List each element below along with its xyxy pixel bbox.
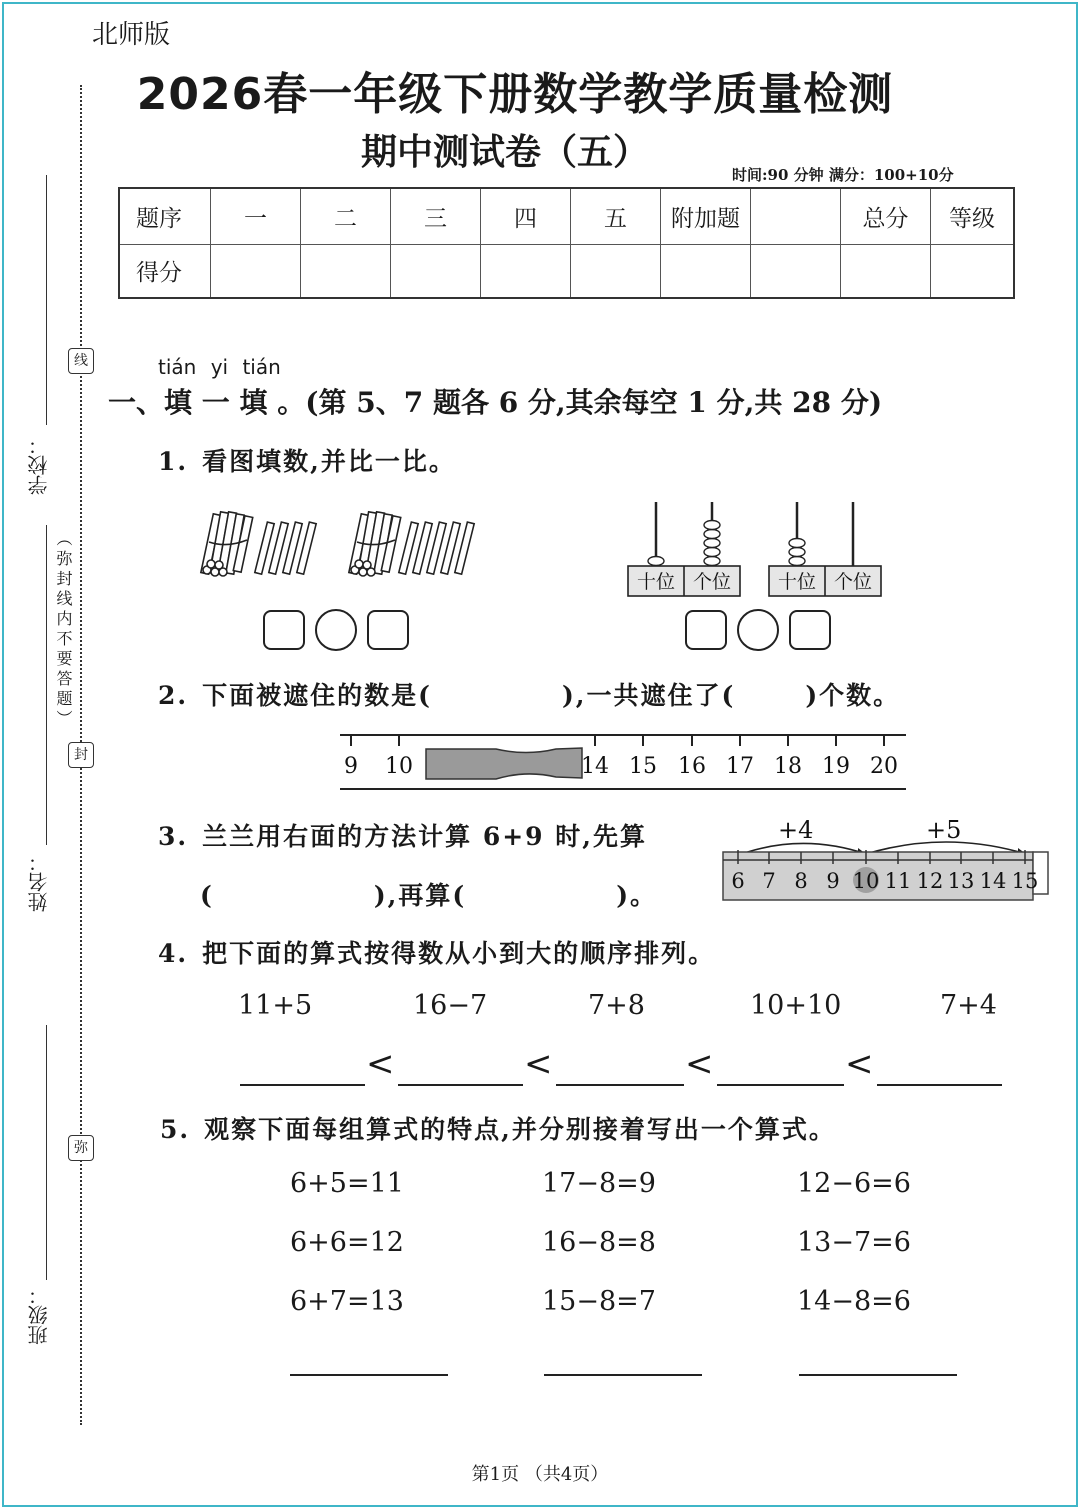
question-text: 下面被遮住的数是(: [202, 681, 432, 710]
less-than-sign: <: [845, 1044, 874, 1084]
abacus-label: 十位: [636, 571, 676, 593]
score-cell[interactable]: [931, 244, 1015, 298]
ruler-label: 7: [762, 869, 776, 893]
jump-label: +4: [778, 816, 814, 844]
equation: 17−8=9: [542, 1168, 656, 1199]
seal-mark-seal: 封: [68, 742, 94, 768]
question-5: [160, 1110, 836, 1146]
jump-label: +5: [926, 816, 962, 844]
question-number: 2.: [158, 681, 189, 710]
number-line-figure: [336, 728, 910, 794]
score-header-cell: [751, 188, 841, 244]
name-label: 姓名：: [27, 852, 51, 912]
equation: 12−6=6: [797, 1168, 911, 1199]
expression: 7+8: [588, 990, 645, 1021]
question-2: 2. 下面被遮住的数是( ),一共遮住了( )个数。: [158, 681, 901, 710]
seal-note: （弥封线内不要答题）: [54, 530, 73, 730]
ruler-label: 13: [947, 869, 975, 893]
score-header-cell: 二: [301, 188, 391, 244]
tick-label: 10: [385, 754, 413, 779]
loose-sticks-5: [399, 522, 474, 574]
question-number: 4.: [158, 939, 189, 968]
ruler-label: 11: [884, 869, 912, 893]
score-cell[interactable]: [571, 244, 661, 298]
score-cell[interactable]: [661, 244, 751, 298]
equation: 14−8=6: [797, 1286, 911, 1317]
school-label: 学校：: [27, 435, 51, 495]
compare-circle[interactable]: [737, 609, 779, 651]
abacus-beads: [648, 521, 805, 566]
score-cell[interactable]: [841, 244, 931, 298]
score-header-cell: 等级: [931, 188, 1015, 244]
score-cell[interactable]: [481, 244, 571, 298]
section-pinyin: tián yi tián: [158, 355, 281, 379]
school-write-line: [46, 175, 47, 425]
expression: 10+10: [750, 990, 842, 1021]
tick-label: 19: [822, 754, 850, 779]
less-than-sign: <: [366, 1044, 395, 1084]
question-number: 1.: [158, 447, 189, 476]
score-header-cell: 四: [481, 188, 571, 244]
order-blank[interactable]: [877, 1082, 1002, 1086]
score-header-cell: 附加题: [661, 188, 751, 244]
ruler-label: 6: [731, 869, 745, 893]
abacus-label: 十位: [777, 571, 817, 593]
question-4: [158, 934, 715, 970]
question-number: 5.: [160, 1115, 191, 1144]
next-equation-blank[interactable]: [544, 1372, 702, 1376]
score-header-cell: 题序: [119, 188, 211, 244]
question-text: 观察下面每组算式的特点,并分别接着写出一个算式。: [204, 1115, 836, 1144]
order-blank[interactable]: [240, 1082, 365, 1086]
loose-sticks-4: [255, 522, 316, 574]
cover-strip: [426, 748, 582, 779]
less-than-sign: <: [524, 1044, 553, 1084]
ruler-label: 14: [979, 869, 1007, 893]
tick-label: 14: [581, 754, 609, 779]
question-text: 把下面的算式按得数从小到大的顺序排列。: [202, 939, 716, 968]
ruler-label: 10: [852, 869, 880, 893]
score-header-cell: 总分: [841, 188, 931, 244]
next-equation-blank[interactable]: [799, 1372, 957, 1376]
stick-bundles-figure: [195, 508, 485, 584]
jump-ruler-figure: [720, 814, 1050, 906]
tick-label: 15: [629, 754, 657, 779]
score-cell[interactable]: [211, 244, 301, 298]
question-1: [158, 442, 456, 478]
question-3-line-2: ( ),再算( )。: [200, 881, 658, 910]
score-cell[interactable]: [751, 244, 841, 298]
stick-bundle-2: [349, 512, 401, 576]
expression: 11+5: [238, 990, 313, 1021]
abacus-figure: [620, 500, 890, 600]
answer-box[interactable]: [367, 610, 409, 650]
score-header-cell: 一: [211, 188, 301, 244]
seal-mark-line: 线: [68, 348, 94, 374]
abacus-label: 个位: [833, 571, 873, 593]
class-write-line: [46, 1025, 47, 1280]
equation: 6+5=11: [290, 1168, 404, 1199]
equation: 6+7=13: [290, 1286, 404, 1317]
tick-label: 20: [870, 754, 898, 779]
tick-label: 9: [344, 754, 358, 779]
equation: 6+6=12: [290, 1227, 404, 1258]
equation: 15−8=7: [542, 1286, 656, 1317]
score-cell[interactable]: [301, 244, 391, 298]
section-heading: 一、填 一 填 。(第 5、7 题各 6 分,其余每空 1 分,共 28 分): [108, 386, 883, 419]
question-number: 3.: [158, 822, 189, 851]
score-header-cell: 三: [391, 188, 481, 244]
ruler-label: 12: [916, 869, 944, 893]
ruler-label: 9: [826, 869, 840, 893]
expression: 16−7: [413, 990, 488, 1021]
score-table: [118, 187, 1015, 299]
question-text: 看图填数,并比一比。: [202, 447, 456, 476]
score-row-label: 得分: [119, 244, 211, 298]
tick-label: 18: [774, 754, 802, 779]
answer-box[interactable]: [685, 610, 727, 650]
ruler-label: 15: [1011, 869, 1039, 893]
answer-box[interactable]: [789, 610, 831, 650]
expression: 7+4: [940, 990, 997, 1021]
order-blank[interactable]: [398, 1082, 523, 1086]
page-footer: 第1页 （共4页）: [471, 1464, 609, 1485]
less-than-sign: <: [685, 1044, 714, 1084]
time-info: 时间:90 分钟 满分：100+10分: [732, 166, 954, 184]
tick-label: 17: [726, 754, 754, 779]
score-cell[interactable]: [391, 244, 481, 298]
class-label: 班级：: [27, 1285, 51, 1345]
tick-label: 16: [678, 754, 706, 779]
next-equation-blank[interactable]: [290, 1372, 448, 1376]
ruler-label: 8: [794, 869, 808, 893]
exam-subtitle: 期中测试卷（五）: [360, 132, 649, 173]
score-header-cell: 五: [571, 188, 661, 244]
answer-box[interactable]: [263, 610, 305, 650]
stick-bundle-1: [201, 512, 253, 576]
seal-mark-close: 弥: [68, 1135, 94, 1161]
order-blank[interactable]: [717, 1082, 844, 1086]
equation: 16−8=8: [542, 1227, 656, 1258]
order-blank[interactable]: [556, 1082, 684, 1086]
question-text: 兰兰用右面的方法计算 6+9 时,先算: [202, 822, 647, 851]
equation: 13−7=6: [797, 1227, 911, 1258]
compare-circle[interactable]: [315, 609, 357, 651]
question-3: [158, 817, 647, 853]
exam-title: 2026春一年级下册数学教学质量检测: [136, 69, 894, 120]
abacus-label: 个位: [692, 571, 732, 593]
name-write-line: [46, 525, 47, 845]
edition-label: 北师版: [92, 20, 171, 50]
